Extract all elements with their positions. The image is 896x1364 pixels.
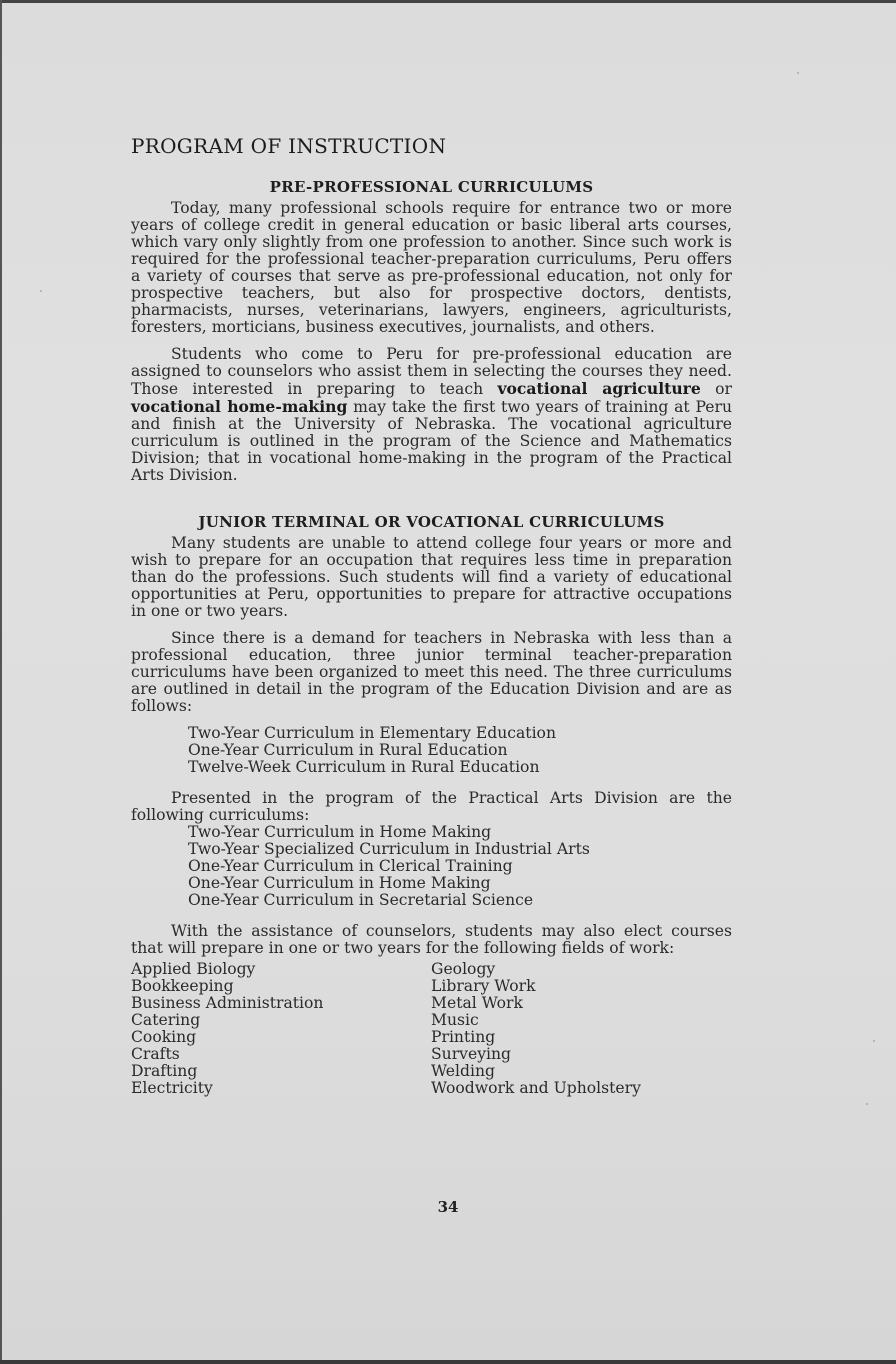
list-item: One-Year Curriculum in Rural Education bbox=[188, 741, 508, 759]
text-segment: Students who come to Peru for pre-professional education are assigned to counselors who assist them in selecting the courses they need. Those interested in preparing to teach bbox=[131, 345, 732, 398]
page-content bbox=[131, 134, 732, 1097]
scan-speck bbox=[866, 1103, 868, 1105]
list-item: Surveying bbox=[431, 1045, 512, 1063]
education-curriculum-list bbox=[188, 725, 732, 776]
list-item: One-Year Curriculum in Secretarial Science bbox=[188, 891, 534, 909]
list-item: Two-Year Curriculum in Home Making bbox=[188, 823, 492, 841]
scan-speck bbox=[40, 290, 42, 292]
list-item: Metal Work bbox=[431, 994, 523, 1012]
paragraph-teacher-demand: Since there is a demand for teachers in Nebraska with less than a professional education, three junior terminal teacher-preparation curriculums have been organized to meet this need. The three curriculums are outlined in detail in the program of the Education Division and are as follows: bbox=[131, 629, 732, 715]
page-title: PROGRAM OF INSTRUCTION bbox=[131, 134, 447, 158]
list-item: Geology bbox=[431, 960, 496, 978]
section-heading-pre-professional: PRE-PROFESSIONAL CURRICULUMS bbox=[269, 178, 594, 196]
paragraph-pre-professional-intro: Today, many professional schools require for entrance two or more years of college credit in general education or basic liberal arts courses, which vary only slightly from one profession to another. Since such work is required for the professional teacher-preparation curriculums, Peru offers a variety of courses that serve as pre-professional education, not only for prospective teachers, but also for prospective doctors, dentists, pharmacists, nurses, veterinarians, lawyers, engineers, agriculturists, foresters, morticians, business executives, journalists, and others. bbox=[131, 199, 732, 336]
list-item: Two-Year Specialized Curriculum in Industrial Arts bbox=[188, 840, 590, 858]
list-item: Drafting bbox=[131, 1062, 198, 1080]
page-number: 34 bbox=[437, 1198, 459, 1216]
text-segment: or bbox=[700, 380, 732, 398]
list-item: Library Work bbox=[431, 977, 536, 995]
page-bottom-edge bbox=[0, 1360, 896, 1364]
list-item: Woodwork and Upholstery bbox=[431, 1079, 641, 1097]
list-item: One-Year Curriculum in Clerical Training bbox=[188, 857, 513, 875]
list-item: Applied Biology bbox=[131, 960, 256, 978]
page-left-edge bbox=[0, 0, 2, 1364]
fields-column-right bbox=[431, 961, 641, 1097]
list-item: Bookkeeping bbox=[131, 977, 234, 995]
bold-vocational-home-making: vocational home-making bbox=[131, 397, 348, 416]
list-item: Welding bbox=[431, 1062, 495, 1080]
page-top-edge bbox=[0, 0, 896, 3]
list-item: Electricity bbox=[131, 1079, 213, 1097]
paragraph-junior-intro: Many students are unable to attend college four years or more and wish to prepare for an occupation that requires less time in preparation than do the professions. Such students will find a variety of educational opportunities at Peru, opportunities to prepare for attractive occupations in one or two years. bbox=[131, 534, 732, 620]
fields-of-work bbox=[131, 961, 732, 1097]
paragraph-pre-professional-counselors bbox=[131, 346, 732, 484]
practical-arts-curriculum-list bbox=[188, 824, 732, 909]
list-item: Printing bbox=[431, 1028, 496, 1046]
section-heading-junior-terminal: JUNIOR TERMINAL OR VOCATIONAL CURRICULUMS bbox=[198, 513, 665, 531]
text-segment: may take the first two years of training at Peru and finish at the University of Nebraska. The vocational agriculture curriculum is outlined in the program of the Science and Mathematics Division; that in vocational home-making in the program of the Practical Arts Division. bbox=[131, 398, 732, 484]
list-item: Music bbox=[431, 1011, 479, 1029]
paragraph-practical-arts: Presented in the program of the Practical Arts Division are the following curriculums: bbox=[131, 789, 732, 824]
list-item: Business Administration bbox=[131, 994, 324, 1012]
list-item: One-Year Curriculum in Home Making bbox=[188, 874, 491, 892]
scan-speck bbox=[873, 1040, 875, 1042]
list-item: Crafts bbox=[131, 1045, 180, 1063]
list-item: Catering bbox=[131, 1011, 201, 1029]
list-item: Two-Year Curriculum in Elementary Education bbox=[188, 724, 556, 742]
list-item: Twelve-Week Curriculum in Rural Education bbox=[188, 758, 540, 776]
paragraph-counselor-fields: With the assistance of counselors, students may also elect courses that will prepare in one or two years for the following fields of work: bbox=[131, 922, 732, 957]
fields-column-left bbox=[131, 961, 431, 1097]
bold-vocational-agriculture: vocational agriculture bbox=[497, 379, 701, 398]
scan-speck bbox=[797, 72, 799, 74]
list-item: Cooking bbox=[131, 1028, 197, 1046]
